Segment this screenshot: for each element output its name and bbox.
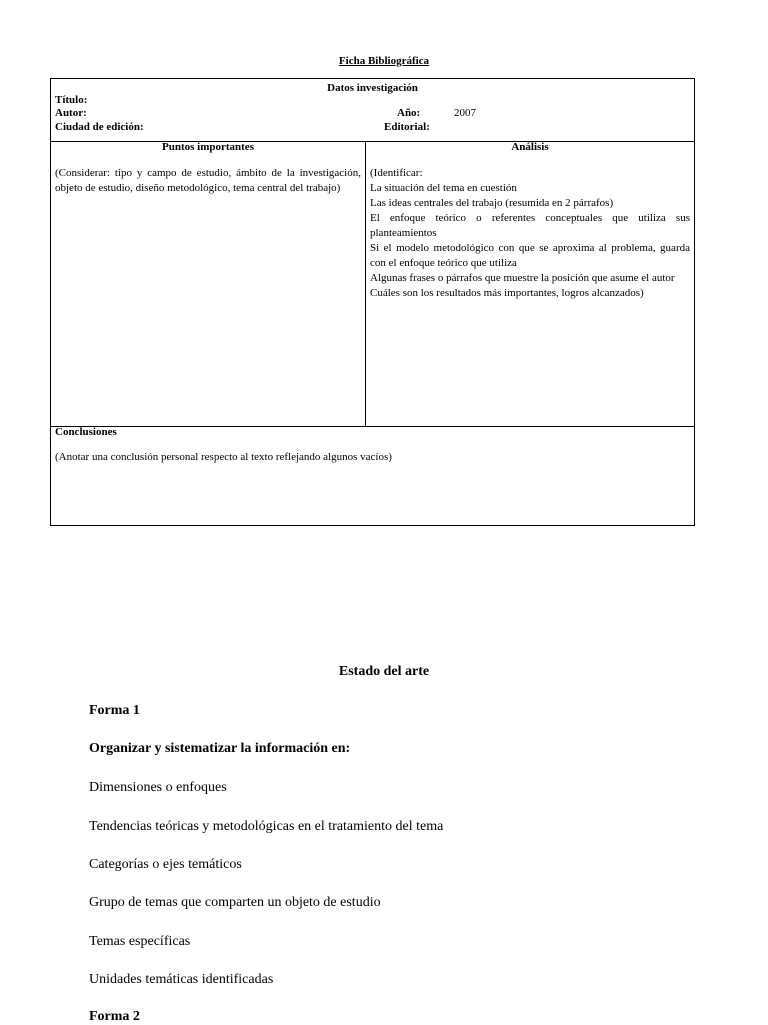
- conclusiones-text: (Anotar una conclusión personal respecto al texto reflejando algunos vacíos): [55, 451, 392, 463]
- analisis-line: Las ideas centrales del trabajo (resumida en 2 párrafos): [370, 197, 614, 209]
- analisis-line: Algunas frases o párrafos que muestre la posición que asume el autor: [370, 272, 675, 284]
- conclusiones-heading: Conclusiones: [55, 426, 117, 438]
- puntos-text: (Considerar: tipo y campo de estudio, ámbito de la investigación, objeto de estudio, diseño metodológico, tema central del trabajo): [55, 167, 361, 194]
- estado-title: Estado del arte: [338, 664, 430, 679]
- analisis-column: [366, 141, 694, 426]
- puntos-heading: Puntos importantes: [162, 141, 254, 153]
- estado-item: Grupo de temas que comparten un objeto de estudio: [89, 895, 381, 910]
- analisis-line: La situación del tema en cuestión: [370, 182, 517, 194]
- anio-value: 2007: [454, 107, 476, 119]
- analisis-line: Si el modelo metodológico con que se aproxima al problema, guarda con el enfoque teórico que utiliza: [370, 242, 690, 269]
- ficha-table: [50, 78, 695, 526]
- forma1-heading: Forma 1: [89, 703, 140, 718]
- analisis-heading: Análisis: [511, 141, 549, 153]
- autor-label: Autor:: [55, 107, 87, 119]
- organizar-heading: Organizar y sistematizar la información en:: [89, 741, 351, 756]
- datos-section: [51, 79, 694, 142]
- editorial-label: Editorial:: [384, 121, 430, 133]
- estado-item: Tendencias teóricas y metodológicas en el tratamiento del tema: [89, 819, 444, 834]
- estado-item: Temas específicas: [89, 934, 191, 949]
- anio-label: Año:: [397, 107, 421, 119]
- estado-item: Unidades temáticas identificadas: [89, 972, 274, 987]
- ciudad-label: Ciudad de edición:: [55, 121, 144, 133]
- analisis-line: (Identificar:: [370, 167, 423, 179]
- estado-item: Categorías o ejes temáticos: [89, 857, 242, 872]
- titulo-label: Título:: [55, 94, 88, 106]
- content-section: [51, 141, 694, 427]
- datos-title: Datos investigación: [327, 82, 418, 94]
- page-title: Ficha Bibliográfica: [338, 55, 430, 67]
- analisis-list: [370, 166, 690, 301]
- conclusiones-section: [51, 426, 694, 525]
- analisis-line: El enfoque teórico o referentes conceptuales que utiliza sus planteamientos: [370, 212, 690, 239]
- estado-item: Dimensiones o enfoques: [89, 780, 227, 795]
- puntos-column: [51, 141, 366, 426]
- analisis-line: Cuáles son los resultados más importantes, logros alcanzados): [370, 287, 644, 299]
- forma2-heading: Forma 2: [89, 1009, 140, 1024]
